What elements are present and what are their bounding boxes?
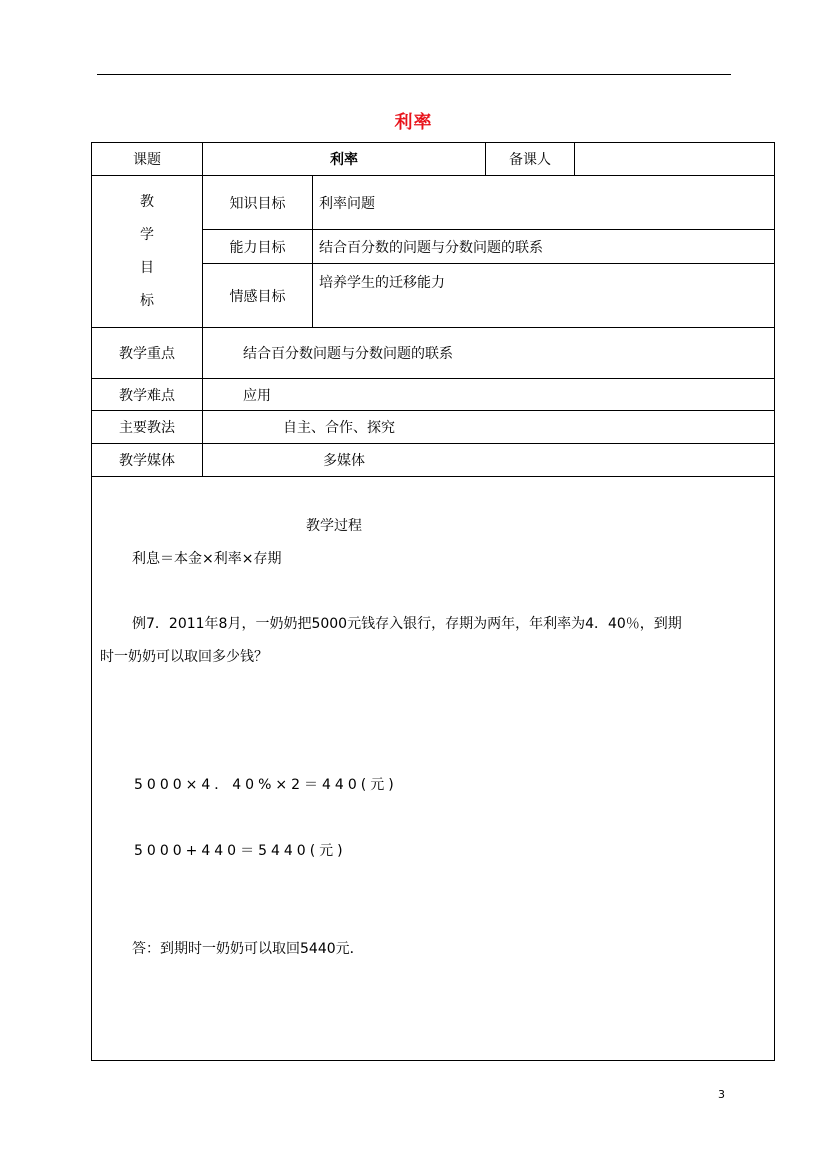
key-point-label: 教学重点 <box>92 328 203 379</box>
difficulty-value: 应用 <box>203 379 775 411</box>
emotion-goal-label: 情感目标 <box>203 264 313 328</box>
example-line-1: 例7．2011年8月，一奶奶把5000元钱存入银行，存期为两年，年利率为4．40％，到期 <box>132 616 682 632</box>
goals-label-char: 教 <box>140 193 154 210</box>
difficulty-label: 教学难点 <box>92 379 203 411</box>
method-row <box>92 411 775 444</box>
subject-label: 课题 <box>92 143 203 176</box>
media-value: 多媒体 <box>203 444 775 477</box>
key-point-row <box>92 328 775 379</box>
ability-goal-label: 能力目标 <box>203 230 313 264</box>
answer-text: 答：到期时一奶奶可以取回5440元． <box>132 941 364 957</box>
knowledge-goal-value: 利率问题 <box>313 176 775 230</box>
document-title: 利率 <box>394 112 433 133</box>
preparer-label: 备课人 <box>486 143 575 176</box>
media-label: 教学媒体 <box>92 444 203 477</box>
goals-label-char: 标 <box>140 292 154 309</box>
calculation-1: 5000×4．40%×2＝440(元) <box>134 777 398 793</box>
goal-row-knowledge <box>92 176 775 230</box>
goals-label-char: 学 <box>140 226 154 243</box>
formula-text: 利息＝本金×利率×存期 <box>132 551 282 567</box>
key-point-value: 结合百分数问题与分数问题的联系 <box>203 328 775 379</box>
page-number: 3 <box>718 1088 725 1101</box>
knowledge-goal-label: 知识目标 <box>203 176 313 230</box>
example-line-2: 时一奶奶可以取回多少钱？ <box>100 649 268 665</box>
method-label: 主要教法 <box>92 411 203 444</box>
subject-value: 利率 <box>203 143 486 176</box>
subject-row <box>92 143 775 176</box>
teaching-process-cell <box>92 477 775 1061</box>
header-rule <box>97 74 731 75</box>
goals-label-char: 目 <box>140 259 154 276</box>
process-row <box>92 477 775 1061</box>
media-row <box>92 444 775 477</box>
lesson-plan-table <box>91 142 775 1061</box>
difficulty-row <box>92 379 775 411</box>
calculation-2: 5000+440＝5440(元) <box>134 843 347 859</box>
ability-goal-value: 结合百分数的问题与分数问题的联系 <box>313 230 775 264</box>
preparer-value <box>575 143 775 176</box>
process-heading: 教学过程 <box>306 518 362 534</box>
emotion-goal-value: 培养学生的迁移能力 <box>313 264 775 328</box>
method-value: 自主、合作、探究 <box>203 411 775 444</box>
teaching-goals-label <box>92 176 203 328</box>
